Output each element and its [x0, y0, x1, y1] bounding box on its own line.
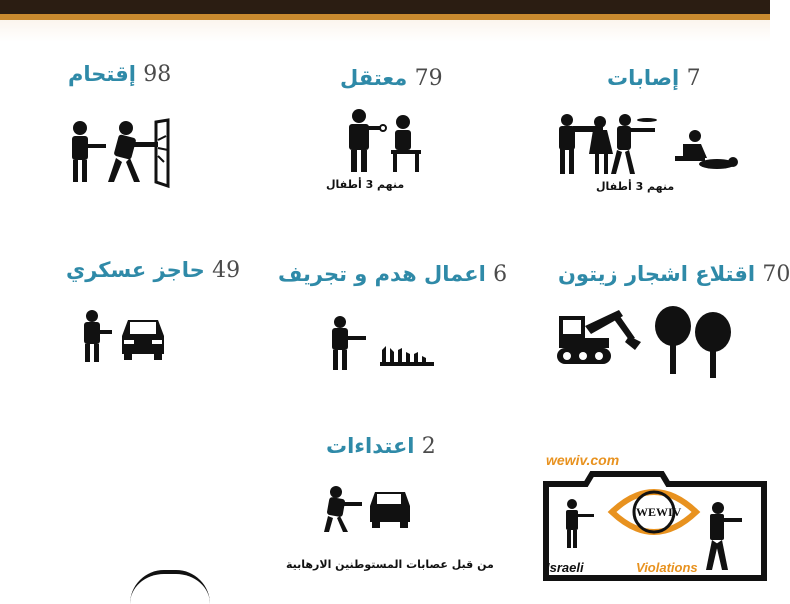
stat-number-injuries: 7 — [686, 66, 701, 91]
detainee-icon — [345, 106, 425, 172]
stat-label-olive: اقتلاع اشجار زيتون — [558, 262, 756, 286]
stat-label-checkpoint: حاجز عسكري — [66, 258, 205, 282]
demolition-icon — [326, 314, 438, 372]
stat-number-raid: 98 — [143, 62, 172, 87]
stat-title-checkpoint — [66, 258, 240, 283]
raid-icon — [68, 118, 172, 188]
stat-title-injuries — [607, 66, 701, 91]
logo-mark: WEWIV — [636, 505, 682, 519]
logo-word-israeli: Israeli — [546, 560, 584, 575]
logo-site-name: wewiv.com — [546, 452, 620, 468]
stat-title-raid — [68, 62, 171, 87]
logo-word-violations: Violations — [636, 560, 698, 575]
header-shadow — [0, 20, 770, 42]
header-bar-dark — [0, 0, 770, 14]
partial-circle-decoration — [130, 570, 210, 604]
stat-title-assaults — [326, 434, 436, 459]
stat-title-demolition — [278, 262, 507, 287]
excavator-trees-icon — [555, 302, 735, 380]
stat-number-checkpoint: 49 — [212, 258, 241, 283]
assaults-icon — [322, 484, 418, 532]
stat-number-olive: 70 — [762, 262, 790, 287]
stat-note-injuries: منهم 3 أطفال — [596, 180, 675, 193]
checkpoint-icon — [78, 308, 170, 362]
stat-note-assaults: من قبل عصابات المستوطنين الارهابية — [286, 558, 494, 571]
stat-label-raid: إقتحام — [68, 62, 136, 86]
wewiv-logo — [540, 452, 770, 580]
stat-number-assaults: 2 — [421, 434, 436, 459]
stat-label-injuries: إصابات — [607, 66, 680, 90]
stat-title-olive — [558, 262, 790, 287]
stat-label-assaults: اعتداءات — [326, 434, 415, 458]
stat-note-detainee: منهم 3 أطفال — [326, 178, 405, 191]
stat-label-detainee: معتقل — [340, 66, 408, 90]
stat-number-detainee: 79 — [414, 66, 443, 91]
injuries-icon — [555, 112, 740, 176]
stat-label-demolition: اعمال هدم و تجريف — [278, 262, 486, 286]
stat-number-demolition: 6 — [493, 262, 508, 287]
stat-title-detainee — [340, 66, 443, 91]
